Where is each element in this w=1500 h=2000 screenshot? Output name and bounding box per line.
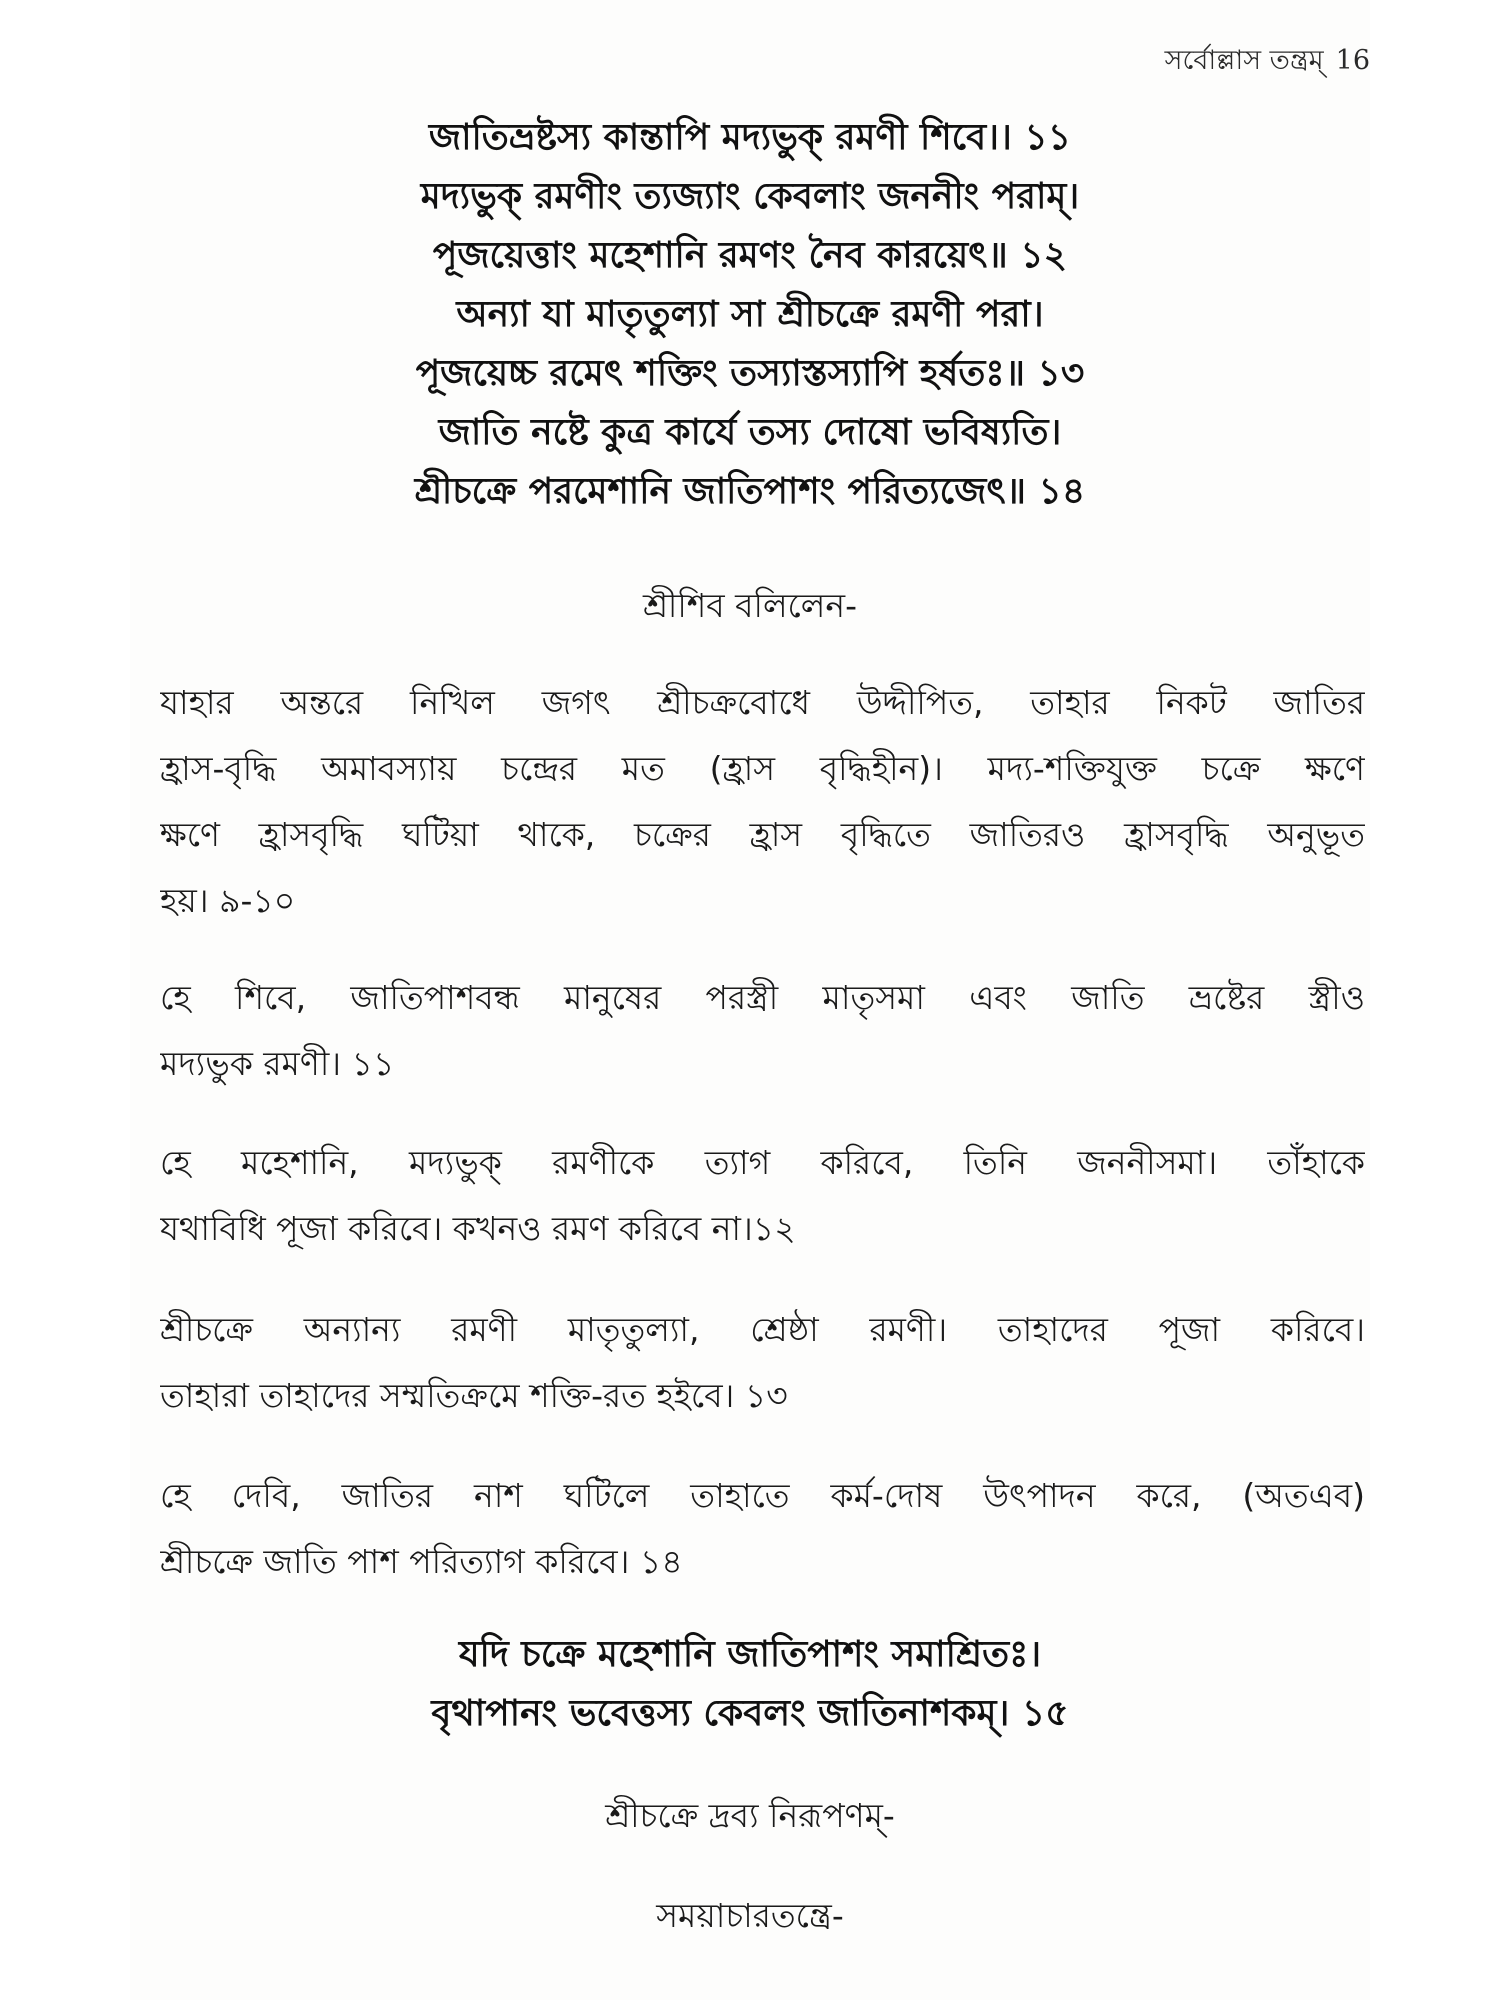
book-title: সর্বোল্লাস তন্ত্রম্ xyxy=(1164,45,1324,76)
paragraph xyxy=(160,670,1365,934)
paragraph-line: হয়। ৯-১০ xyxy=(160,881,296,920)
paragraph-line: তাহারা তাহাদের সম্মতিক্রমে শক্তি-রত হইবে। ১৩ xyxy=(160,1376,788,1415)
page-number: 16 xyxy=(1335,45,1370,76)
section-heading-dravya: শ্রীচক্রে দ্রব্য নিরূপণম্- xyxy=(605,1796,895,1835)
paragraph-line: হ্রাস-বৃদ্ধি অমাবস্যায় চন্দ্রের মত (হ্রাস বৃদ্ধিহীন)। মদ্য-শক্তিযুক্ত চক্রে ক্ষণে xyxy=(160,749,1365,788)
paragraph xyxy=(160,1463,1365,1595)
paragraph-line: শ্রীচক্রে জাতি পাশ পরিত্যাগ করিবে। ১৪ xyxy=(160,1542,683,1581)
section-heading-shiva: শ্রীশিব বলিলেন- xyxy=(642,586,857,625)
paragraph xyxy=(160,965,1365,1097)
paragraph-line: হে মহেশানি, মদ্যভুক্ রমণীকে ত্যাগ করিবে, তিনি জননীসমা। তাঁহাকে xyxy=(160,1143,1365,1182)
paragraph-line: ক্ষণে হ্রাসবৃদ্ধি ঘটিয়া থাকে, চক্রের হ্রাস বৃদ্ধিতে জাতিরও হ্রাসবৃদ্ধি অনুভূত xyxy=(160,815,1365,854)
paragraph-line: মদ্যভুক রমণী। ১১ xyxy=(160,1044,395,1083)
verse-line: জাতি নষ্টে কুত্র কার্যে তস্য দোষো ভবিষ্যতি। xyxy=(438,412,1062,453)
paragraph xyxy=(160,1297,1365,1429)
verse-line: জাতিভ্রষ্টস্য কান্তাপি মদ্যভুক্ রমণী শিবে।। ১১ xyxy=(428,117,1072,158)
paragraph xyxy=(160,1130,1365,1262)
verse-line: শ্রীচক্রে পরমেশানি জাতিপাশং পরিত্যজেৎ॥ ১৪ xyxy=(414,471,1086,512)
paragraph-line: শ্রীচক্রে অন্যান্য রমণী মাতৃতুল্যা, শ্রেষ্ঠা রমণী। তাহাদের পূজা করিবে। xyxy=(160,1310,1365,1349)
section-heading-samaya: সময়াচারতন্ত্রে- xyxy=(656,1896,844,1935)
paragraph-line: হে দেবি, জাতির নাশ ঘটিলে তাহাতে কর্ম-দোষ উৎপাদন করে, (অতএব) xyxy=(160,1476,1365,1515)
verse-block-top xyxy=(130,108,1370,521)
verse-line: পূজয়েত্তাং মহেশানি রমণং নৈব কারয়েৎ॥ ১২ xyxy=(432,235,1068,276)
paragraph-line: যাহার অন্তরে নিখিল জগৎ শ্রীচক্রবোধে উদ্দীপিত, তাহার নিকট জাতির xyxy=(160,683,1365,722)
page-header xyxy=(1165,40,1370,85)
document-page xyxy=(130,0,1370,2000)
verse-line: বৃথাপানং ভবেত্তস্য কেবলং জাতিনাশকম্। ১৫ xyxy=(431,1693,1069,1734)
verse-block-bottom xyxy=(130,1625,1370,1743)
verse-line: অন্যা যা মাতৃতুল্যা সা শ্রীচক্রে রমণী পরা। xyxy=(456,294,1044,335)
paragraph-line: যথাবিধি পূজা করিবে। কখনও রমণ করিবে না।১২ xyxy=(160,1209,796,1248)
verse-line: যদি চক্রে মহেশানি জাতিপাশং সমাশ্রিতঃ। xyxy=(458,1634,1042,1675)
verse-line: মদ্যভুক্ রমণীং ত্যজ্যাং কেবলাং জননীং পরাম্। xyxy=(420,176,1080,217)
verse-line: পূজয়েচ্চ রমেৎ শক্তিং তস্যাস্তস্যাপি হর্ষতঃ॥ ১৩ xyxy=(415,353,1085,394)
paragraph-line: হে শিবে, জাতিপাশবন্ধ মানুষের পরস্ত্রী মাতৃসমা এবং জাতি ভ্রষ্টের স্ত্রীও xyxy=(160,978,1365,1017)
